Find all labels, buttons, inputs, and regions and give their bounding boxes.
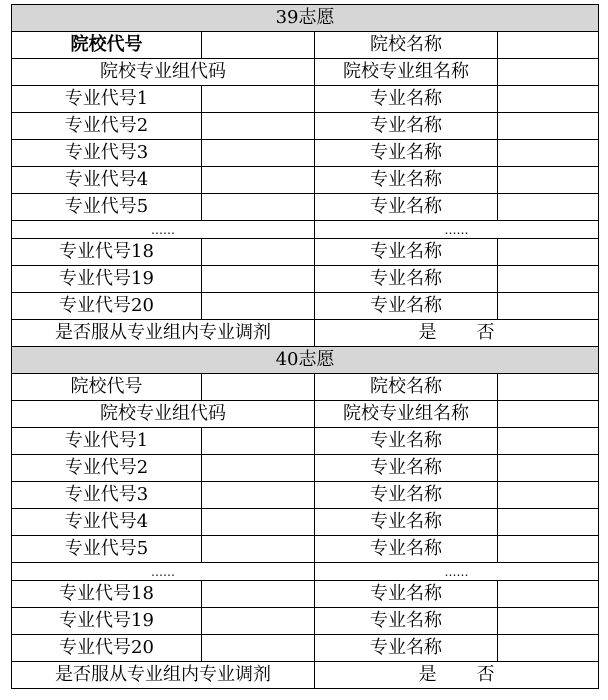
- adjust-row: [12, 662, 599, 689]
- major-name-label: 专业名称: [315, 239, 498, 266]
- major-name-label: 专业名称: [315, 455, 498, 482]
- volunteer-title: 40志愿: [12, 347, 599, 374]
- major-name-field[interactable]: [498, 635, 599, 662]
- school-code-field[interactable]: [202, 32, 315, 59]
- major-name-label: 专业名称: [315, 581, 498, 608]
- major-code-label: 专业代号2: [12, 455, 202, 482]
- major-name-field[interactable]: [498, 113, 599, 140]
- major-code-label: 专业代号18: [12, 581, 202, 608]
- group-name-field[interactable]: [498, 59, 599, 86]
- major-row: [12, 428, 599, 455]
- major-name-field[interactable]: [498, 86, 599, 113]
- major-code-field[interactable]: [202, 635, 315, 662]
- major-row: [12, 581, 599, 608]
- no-option[interactable]: 否: [476, 664, 495, 685]
- major-name-label: 专业名称: [315, 635, 498, 662]
- major-code-label: 专业代号19: [12, 266, 202, 293]
- major-name-label: 专业名称: [315, 266, 498, 293]
- major-name-label: 专业名称: [315, 536, 498, 563]
- yes-option[interactable]: 是: [418, 322, 437, 343]
- ellipsis-row: [12, 221, 599, 239]
- major-code-label: 专业代号20: [12, 635, 202, 662]
- yes-option[interactable]: 是: [418, 664, 437, 685]
- major-code-label: 专业代号18: [12, 239, 202, 266]
- major-code-label: 专业代号4: [12, 167, 202, 194]
- group-code-label: 院校专业组代码: [12, 401, 315, 428]
- major-code-label: 专业代号3: [12, 140, 202, 167]
- volunteer-header-row: [12, 347, 599, 374]
- ellipsis-row: [12, 563, 599, 581]
- major-name-field[interactable]: [498, 194, 599, 221]
- major-code-field[interactable]: [202, 608, 315, 635]
- major-code-field[interactable]: [202, 194, 315, 221]
- major-row: [12, 239, 599, 266]
- major-code-field[interactable]: [202, 428, 315, 455]
- major-name-field[interactable]: [498, 482, 599, 509]
- ellipsis-right: ……: [315, 221, 599, 239]
- major-name-label: 专业名称: [315, 509, 498, 536]
- school-name-field[interactable]: [498, 32, 599, 59]
- school-code-field[interactable]: [202, 374, 315, 401]
- major-name-field[interactable]: [498, 536, 599, 563]
- major-name-field[interactable]: [498, 167, 599, 194]
- no-option[interactable]: 否: [476, 322, 495, 343]
- school-name-label: 院校名称: [315, 32, 498, 59]
- school-row: [12, 374, 599, 401]
- major-name-field[interactable]: [498, 608, 599, 635]
- major-code-field[interactable]: [202, 140, 315, 167]
- major-code-field[interactable]: [202, 167, 315, 194]
- major-row: [12, 536, 599, 563]
- volunteer-header-row: [12, 5, 599, 32]
- major-name-label: 专业名称: [315, 608, 498, 635]
- major-row: [12, 113, 599, 140]
- major-row: [12, 482, 599, 509]
- adjust-label: 是否服从专业组内专业调剂: [12, 320, 315, 347]
- major-code-label: 专业代号3: [12, 482, 202, 509]
- major-code-label: 专业代号19: [12, 608, 202, 635]
- major-code-field[interactable]: [202, 293, 315, 320]
- volunteer-title: 39志愿: [12, 5, 599, 32]
- major-name-field[interactable]: [498, 239, 599, 266]
- major-code-field[interactable]: [202, 86, 315, 113]
- major-row: [12, 635, 599, 662]
- school-name-field[interactable]: [498, 374, 599, 401]
- major-name-label: 专业名称: [315, 428, 498, 455]
- school-name-label: 院校名称: [315, 374, 498, 401]
- adjust-label: 是否服从专业组内专业调剂: [12, 662, 315, 689]
- adjust-row: [12, 320, 599, 347]
- school-row: [12, 32, 599, 59]
- major-name-field[interactable]: [498, 455, 599, 482]
- major-code-field[interactable]: [202, 455, 315, 482]
- major-code-field[interactable]: [202, 536, 315, 563]
- adjust-choice: [315, 662, 599, 689]
- group-name-label: 院校专业组名称: [315, 401, 498, 428]
- major-row: [12, 194, 599, 221]
- major-name-label: 专业名称: [315, 140, 498, 167]
- group-name-label: 院校专业组名称: [315, 59, 498, 86]
- group-row: [12, 59, 599, 86]
- school-code-label: 院校代号: [12, 32, 202, 59]
- major-name-field[interactable]: [498, 293, 599, 320]
- volunteer-form-table: [11, 4, 599, 689]
- major-code-field[interactable]: [202, 482, 315, 509]
- major-name-field[interactable]: [498, 581, 599, 608]
- major-row: [12, 455, 599, 482]
- major-name-field[interactable]: [498, 509, 599, 536]
- major-name-field[interactable]: [498, 428, 599, 455]
- major-row: [12, 167, 599, 194]
- major-code-field[interactable]: [202, 239, 315, 266]
- major-code-field[interactable]: [202, 581, 315, 608]
- major-name-label: 专业名称: [315, 86, 498, 113]
- major-code-field[interactable]: [202, 266, 315, 293]
- group-row: [12, 401, 599, 428]
- major-code-label: 专业代号4: [12, 509, 202, 536]
- ellipsis-left: ……: [12, 221, 315, 239]
- major-row: [12, 608, 599, 635]
- major-code-label: 专业代号1: [12, 428, 202, 455]
- major-name-field[interactable]: [498, 140, 599, 167]
- major-code-label: 专业代号20: [12, 293, 202, 320]
- group-code-label: 院校专业组代码: [12, 59, 315, 86]
- major-code-label: 专业代号5: [12, 194, 202, 221]
- school-code-label: 院校代号: [12, 374, 202, 401]
- major-code-label: 专业代号5: [12, 536, 202, 563]
- major-name-label: 专业名称: [315, 113, 498, 140]
- major-name-field[interactable]: [498, 266, 599, 293]
- ellipsis-right: ……: [315, 563, 599, 581]
- major-code-field[interactable]: [202, 509, 315, 536]
- major-name-label: 专业名称: [315, 194, 498, 221]
- major-row: [12, 266, 599, 293]
- major-row: [12, 509, 599, 536]
- major-name-label: 专业名称: [315, 293, 498, 320]
- major-row: [12, 293, 599, 320]
- major-code-label: 专业代号2: [12, 113, 202, 140]
- major-row: [12, 86, 599, 113]
- group-name-field[interactable]: [498, 401, 599, 428]
- ellipsis-left: ……: [12, 563, 315, 581]
- major-row: [12, 140, 599, 167]
- major-code-label: 专业代号1: [12, 86, 202, 113]
- major-name-label: 专业名称: [315, 482, 498, 509]
- adjust-choice: [315, 320, 599, 347]
- major-name-label: 专业名称: [315, 167, 498, 194]
- major-code-field[interactable]: [202, 113, 315, 140]
